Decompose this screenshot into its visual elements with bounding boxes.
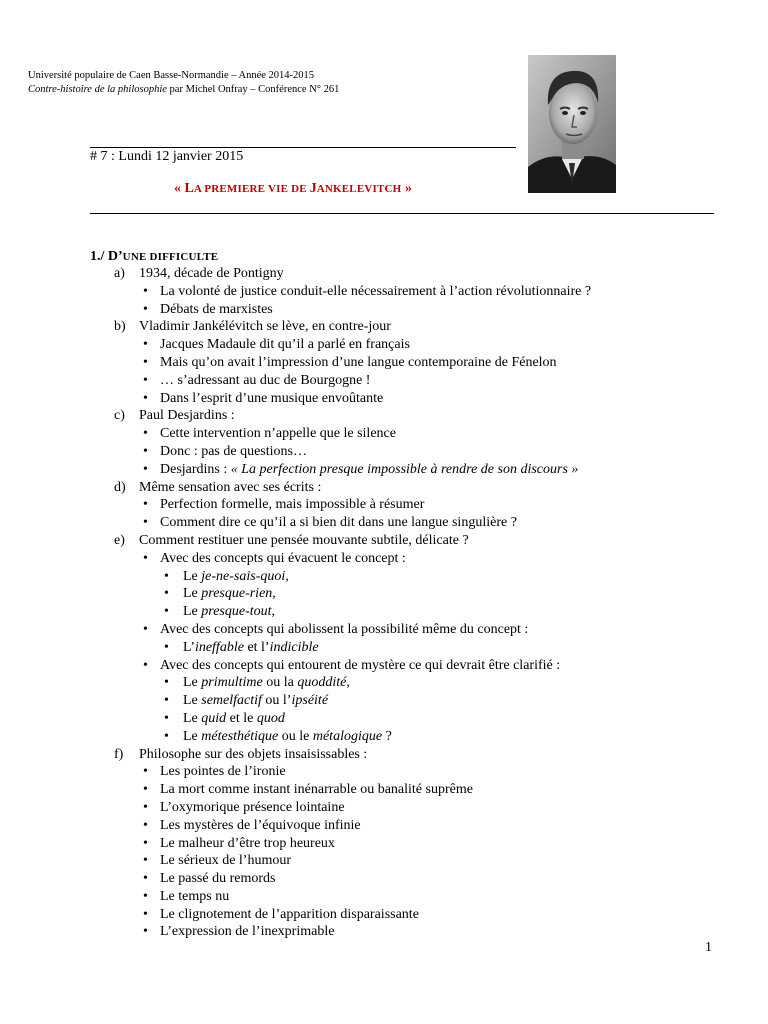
item-text: Même sensation avec ses écrits :: [139, 479, 322, 495]
section-number: 1./: [90, 249, 108, 264]
bullet-icon: •: [143, 782, 148, 798]
header-series-title: Contre-histoire de la philosophie: [28, 84, 167, 95]
bullet-icon: •: [143, 515, 148, 531]
item-text: Comment restituer une pensée mouvante subtile, délicate ?: [139, 532, 469, 548]
bullet-icon: •: [143, 871, 148, 887]
bullet-icon: •: [164, 693, 169, 709]
item-text: Donc : pas de questions…: [160, 443, 307, 459]
outline: [0, 265, 768, 941]
bullet-icon: •: [143, 621, 148, 637]
item-text-part: Le: [183, 693, 202, 709]
item-text-part: Le: [183, 710, 202, 726]
list-item: [0, 390, 768, 408]
list-item: [0, 603, 768, 621]
list-item: [0, 763, 768, 781]
concept-term: ipséité: [291, 693, 329, 709]
item-text: Mais qu’on avait l’impression d’une langue contemporaine de Fénelon: [160, 354, 557, 370]
concept-term: presque-tout: [201, 604, 272, 620]
bullet-icon: •: [164, 568, 169, 584]
item-text: Le sérieux de l’humour: [160, 853, 292, 869]
title-part: A PREMIERE VIE DE: [193, 183, 310, 195]
list-item: [0, 888, 768, 906]
item-text: [183, 728, 392, 746]
concept-term: indicible: [269, 639, 319, 655]
list-item: [0, 728, 768, 746]
list-item: [0, 550, 768, 568]
portrait-photo: [528, 55, 616, 193]
item-text-part: Desjardins :: [160, 461, 231, 477]
item-text-part: ,: [271, 604, 276, 620]
list-item: [0, 852, 768, 870]
title-part: ANKELEVITCH: [316, 183, 402, 195]
list-item: [0, 674, 768, 692]
list-item: [0, 336, 768, 354]
item-text: La mort comme instant inénarrable ou banalité suprême: [160, 782, 473, 798]
item-text-part: L’: [183, 639, 195, 655]
item-marker: e): [114, 532, 125, 548]
item-text: Les pointes de l’ironie: [160, 764, 286, 780]
item-text: Philosophe sur des objets insaisissables :: [139, 746, 368, 762]
list-item: [0, 514, 768, 532]
item-text: Perfection formelle, mais impossible à résumer: [160, 497, 425, 513]
item-text-part: Le: [183, 728, 202, 744]
item-text: Débats de marxistes: [160, 301, 273, 317]
bullet-icon: •: [143, 888, 148, 904]
list-item: [0, 443, 768, 461]
bullet-icon: •: [143, 764, 148, 780]
item-text: L’expression de l’inexprimable: [160, 924, 335, 940]
list-item: [0, 621, 768, 639]
bullet-icon: •: [143, 924, 148, 940]
bullet-icon: •: [143, 853, 148, 869]
list-item: [0, 461, 768, 479]
bullet-icon: •: [143, 426, 148, 442]
bullet-icon: •: [143, 550, 148, 566]
list-item: [0, 710, 768, 728]
item-text: Dans l’esprit d’une musique envoûtante: [160, 390, 384, 406]
item-text: Le passé du remords: [160, 871, 276, 887]
section-title: UNE DIFFICULTE: [122, 251, 219, 263]
bullet-icon: •: [143, 337, 148, 353]
list-item: [0, 585, 768, 603]
outline-item-b: [0, 318, 768, 336]
bullet-icon: •: [164, 586, 169, 602]
bullet-icon: •: [143, 835, 148, 851]
bullet-icon: •: [164, 728, 169, 744]
item-marker: b): [114, 319, 126, 335]
item-text: Avec des concepts qui abolissent la possibilité même du concept :: [160, 621, 529, 637]
list-item: [0, 817, 768, 835]
item-text-part: ou la: [262, 675, 298, 691]
bullet-icon: •: [143, 799, 148, 815]
concept-term: presque-rien: [201, 586, 273, 602]
list-item: [0, 568, 768, 586]
item-text: Vladimir Jankélévitch se lève, en contre-jour: [139, 319, 391, 335]
bullet-icon: •: [143, 443, 148, 459]
item-text: [183, 568, 289, 586]
item-text-part: Le: [183, 675, 202, 691]
item-text: Le malheur d’être trop heureux: [160, 835, 335, 851]
bullet-icon: •: [164, 675, 169, 691]
item-text: Le temps nu: [160, 888, 230, 904]
item-text-part: ,: [285, 568, 289, 584]
item-text: [183, 585, 276, 603]
title-part: « L: [174, 181, 194, 196]
item-text: [183, 710, 285, 728]
bullet-icon: •: [143, 657, 148, 673]
list-item: [0, 923, 768, 941]
list-item: [0, 692, 768, 710]
header-line-2: [28, 83, 339, 96]
bullet-icon: •: [143, 283, 148, 299]
item-text: La volonté de justice conduit-elle nécessairement à l’action révolutionnaire ?: [160, 283, 592, 299]
item-text: Comment dire ce qu’il a si bien dit dans une langue singulière ?: [160, 515, 517, 531]
list-item: [0, 496, 768, 514]
header-author-conference: par Michel Onfray – Conférence N° 261: [166, 84, 340, 95]
item-text: [183, 674, 350, 692]
list-item: [0, 425, 768, 443]
item-text: Les mystères de l’équivoque infinie: [160, 817, 361, 833]
concept-term: semelfactif: [201, 693, 262, 709]
item-text: 1934, décade de Pontigny: [139, 266, 284, 281]
header-line-1: Université populaire de Caen Basse-Normandie – Année 2014-2015: [28, 70, 315, 81]
item-text-part: ,: [346, 675, 350, 691]
item-marker: c): [114, 408, 125, 424]
item-text: Jacques Madaule dit qu’il a parlé en français: [160, 337, 410, 353]
bullet-icon: •: [143, 497, 148, 513]
list-item: [0, 372, 768, 390]
item-text: Cette intervention n’appelle que le silence: [160, 426, 396, 442]
lecture-title: [174, 181, 412, 197]
bullet-icon: •: [143, 461, 148, 477]
item-text: L’oxymorique présence lointaine: [160, 799, 345, 815]
item-text-part: et l’: [243, 639, 270, 655]
list-item: [0, 657, 768, 675]
list-item: [0, 799, 768, 817]
section-heading: [90, 249, 218, 265]
concept-term: ineffable: [194, 639, 244, 655]
item-text-part: ?: [382, 728, 392, 744]
bullet-icon: •: [164, 604, 169, 620]
item-text: Avec des concepts qui évacuent le concept :: [160, 550, 406, 566]
item-text: Le clignotement de l’apparition disparaissante: [160, 906, 419, 922]
list-item: [0, 639, 768, 657]
concept-term: métalogique: [312, 728, 383, 744]
session-date: # 7 : Lundi 12 janvier 2015: [90, 149, 244, 164]
item-text: [183, 603, 275, 621]
bullet-icon: •: [143, 390, 148, 406]
title-part: J: [309, 181, 317, 196]
divider-bottom: [90, 213, 714, 214]
page-number: 1: [705, 940, 712, 955]
concept-term: je-ne-sais-quoi: [201, 568, 286, 584]
bullet-icon: •: [164, 639, 169, 655]
bullet-icon: •: [143, 372, 148, 388]
item-marker: d): [114, 479, 126, 495]
title-part: »: [401, 181, 412, 196]
item-text-part: ou le: [278, 728, 313, 744]
concept-term: quid: [201, 710, 227, 726]
outline-item-c: [0, 407, 768, 425]
bullet-icon: •: [164, 710, 169, 726]
list-item: [0, 354, 768, 372]
outline-item-a: [0, 265, 768, 283]
bullet-icon: •: [143, 354, 148, 370]
item-text: Avec des concepts qui entourent de mystère ce qui devrait être clarifié :: [160, 657, 561, 673]
section-initial: D’: [107, 249, 123, 264]
concept-term: quod: [256, 710, 285, 726]
item-text-part: Le: [183, 604, 202, 620]
list-item: [0, 870, 768, 888]
outline-item-d: [0, 479, 768, 497]
item-text: [183, 639, 319, 657]
item-text: Paul Desjardins :: [139, 408, 235, 424]
list-item: [0, 283, 768, 301]
list-item: [0, 781, 768, 799]
item-text-part: Le: [183, 586, 202, 602]
bullet-icon: •: [143, 906, 148, 922]
concept-term: quoddité: [297, 675, 347, 691]
concept-term: métesthétique: [201, 728, 279, 744]
item-text-part: Le: [183, 568, 202, 584]
item-marker: a): [114, 266, 125, 281]
list-item: [0, 301, 768, 319]
item-text: [183, 692, 328, 710]
list-item: [0, 906, 768, 924]
item-marker: f): [114, 746, 124, 762]
quote-text: « La perfection presque impossible à rendre de son discours »: [230, 461, 579, 477]
item-text-part: ,: [272, 586, 276, 602]
outline-item-e: [0, 532, 768, 550]
bullet-icon: •: [143, 817, 148, 833]
item-text: … s’adressant au duc de Bourgogne !: [160, 372, 371, 388]
concept-term: primultime: [201, 675, 263, 691]
list-item: [0, 835, 768, 853]
divider-top: [90, 147, 516, 148]
item-text-part: ou l’: [261, 693, 292, 709]
bullet-icon: •: [143, 301, 148, 317]
item-text-part: et le: [226, 710, 257, 726]
item-text: [160, 461, 578, 479]
outline-item-f: [0, 746, 768, 764]
